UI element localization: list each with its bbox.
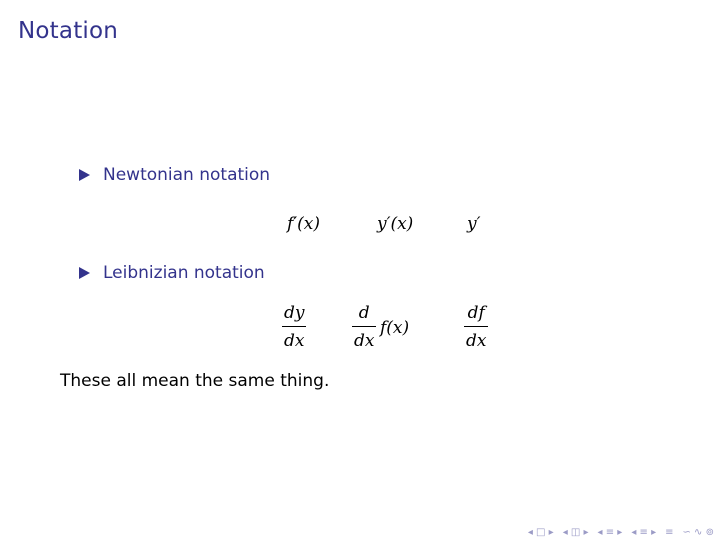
math-y-prime-x: y′(x): [377, 214, 414, 234]
fraction-d-dx: [352, 303, 376, 351]
math-y-prime: y′: [467, 214, 481, 234]
nav-slide-icon[interactable]: ◂ □ ▸: [527, 527, 554, 538]
bullet-newtonian: [79, 165, 270, 185]
nav-frame-icon[interactable]: ◂ ◫ ▸: [562, 527, 589, 538]
bullet-leibnizian: [79, 263, 265, 283]
fraction-denominator: dx: [464, 326, 488, 351]
fraction-dy-dx: [282, 303, 307, 351]
nav-align-icon[interactable]: ≡: [665, 527, 674, 538]
math-f-of-x: f(x): [380, 318, 410, 338]
nav-section-icon[interactable]: ◂ ≡ ▸: [631, 527, 657, 538]
fraction-denominator: dx: [282, 326, 306, 351]
triangle-bullet-icon: [79, 169, 90, 181]
bullet-label: Leibnizian notation: [103, 263, 265, 283]
math-f-prime-x: f′(x): [287, 214, 321, 234]
bullet-label: Newtonian notation: [103, 165, 271, 185]
fraction-numerator: df: [467, 303, 485, 323]
fraction-denominator: dx: [352, 326, 376, 351]
fraction-numerator: d: [358, 303, 370, 323]
fraction-df-dx: [464, 303, 488, 351]
nav-search-icon[interactable]: ∽ ∿ ⊚: [682, 527, 714, 538]
triangle-bullet-icon: [79, 267, 90, 279]
summary-statement: These all mean the same thing.: [60, 371, 330, 391]
nav-subsection-icon[interactable]: ◂ ≡ ▸: [597, 527, 623, 538]
fraction-numerator: dy: [284, 303, 305, 323]
beamer-navigation-bar: [528, 527, 714, 538]
frame-title: Notation: [18, 18, 119, 44]
